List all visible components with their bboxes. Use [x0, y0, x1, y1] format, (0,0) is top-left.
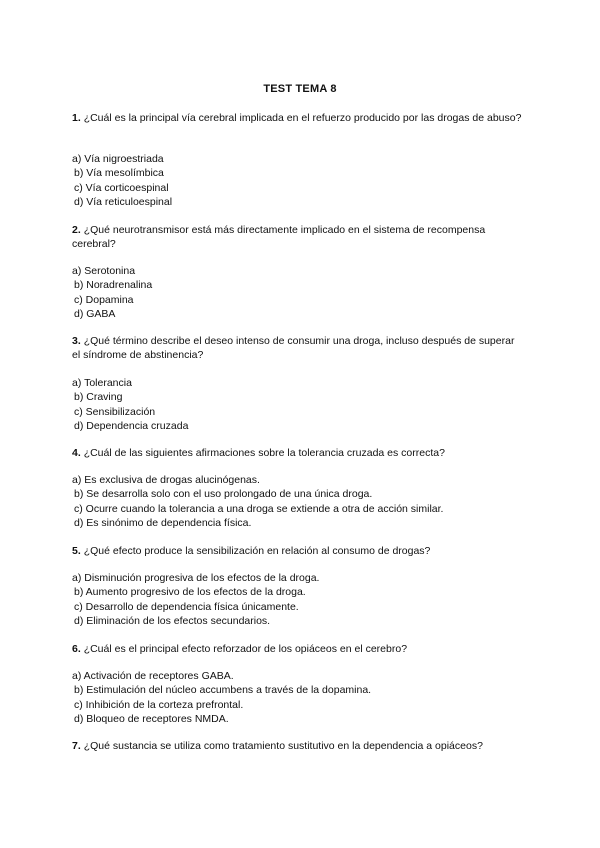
question-7: [72, 739, 542, 753]
option: b) Noradrenalina: [74, 279, 153, 292]
options-6: [72, 669, 532, 727]
question-5: [72, 544, 522, 558]
option: d) Vía reticuloespinal: [74, 196, 173, 209]
question-6: [72, 642, 522, 656]
option: c) Dopamina: [74, 293, 134, 306]
question-text: ¿Cuál es el principal efecto reforzador de los opiáceos en el cerebro?: [83, 643, 408, 655]
option: b) Estimulación del núcleo accumbens a través de la dopamina.: [74, 684, 372, 697]
question-3: [72, 334, 522, 363]
option: c) Desarrollo de dependencia física únicamente.: [74, 600, 299, 613]
question-number: 7.: [72, 740, 81, 752]
options-3: [72, 376, 532, 434]
option: d) Es sinónimo de dependencia física.: [74, 517, 252, 530]
options-5: [72, 571, 532, 629]
question-1: [72, 111, 522, 125]
option: d) GABA: [74, 308, 116, 321]
question-text: ¿Qué sustancia se utiliza como tratamiento sustitutivo en la dependencia a opiáceos?: [83, 740, 483, 752]
option: a) Es exclusiva de drogas alucinógenas.: [72, 474, 260, 486]
option: b) Vía mesolímbica: [74, 167, 164, 180]
question-number: 6.: [72, 643, 81, 655]
question-4: [72, 446, 522, 460]
option: d) Dependencia cruzada: [74, 420, 189, 433]
question-number: 3.: [72, 335, 81, 347]
option: a) Vía nigroestriada: [72, 153, 164, 165]
option: b) Craving: [74, 391, 123, 404]
option: a) Serotonina: [72, 265, 136, 277]
option: d) Eliminación de los efectos secundarios.: [74, 615, 271, 628]
option: c) Sensibilización: [74, 405, 156, 418]
question-text: ¿Qué neurotransmisor está más directamente implicado en el sistema de recompensa cerebral?: [72, 224, 486, 251]
option: a) Tolerancia: [72, 377, 132, 389]
option: a) Activación de receptores GABA.: [72, 670, 234, 682]
page-title: TEST TEMA 8: [263, 83, 337, 95]
question-text: ¿Qué efecto produce la sensibilización en relación al consumo de drogas?: [83, 545, 431, 557]
question-number: 2.: [72, 224, 81, 236]
options-2: [72, 264, 532, 322]
options-4: [72, 473, 532, 531]
question-2: [72, 223, 522, 252]
option: d) Bloqueo de receptores NMDA.: [74, 713, 229, 726]
question-text: ¿Cuál de las siguientes afirmaciones sobre la tolerancia cruzada es correcta?: [83, 447, 445, 459]
option: c) Inhibición de la corteza prefrontal.: [74, 698, 244, 711]
question-number: 1.: [72, 112, 81, 124]
question-text: ¿Cuál es la principal vía cerebral implicada en el refuerzo producido por las drogas de abuso?: [83, 112, 522, 124]
options-1: [72, 152, 532, 210]
option: c) Ocurre cuando la tolerancia a una droga se extiende a otra de acción similar.: [74, 502, 444, 515]
option: b) Aumento progresivo de los efectos de la droga.: [74, 586, 306, 599]
option: a) Disminución progresiva de los efectos de la droga.: [72, 572, 320, 584]
question-number: 5.: [72, 545, 81, 557]
option: c) Vía corticoespinal: [74, 181, 169, 194]
option: b) Se desarrolla solo con el uso prolongado de una única droga.: [74, 488, 373, 501]
question-number: 4.: [72, 447, 81, 459]
question-text: ¿Qué término describe el deseo intenso de consumir una droga, incluso después de superar el síndrome de abstinencia?: [72, 335, 515, 362]
